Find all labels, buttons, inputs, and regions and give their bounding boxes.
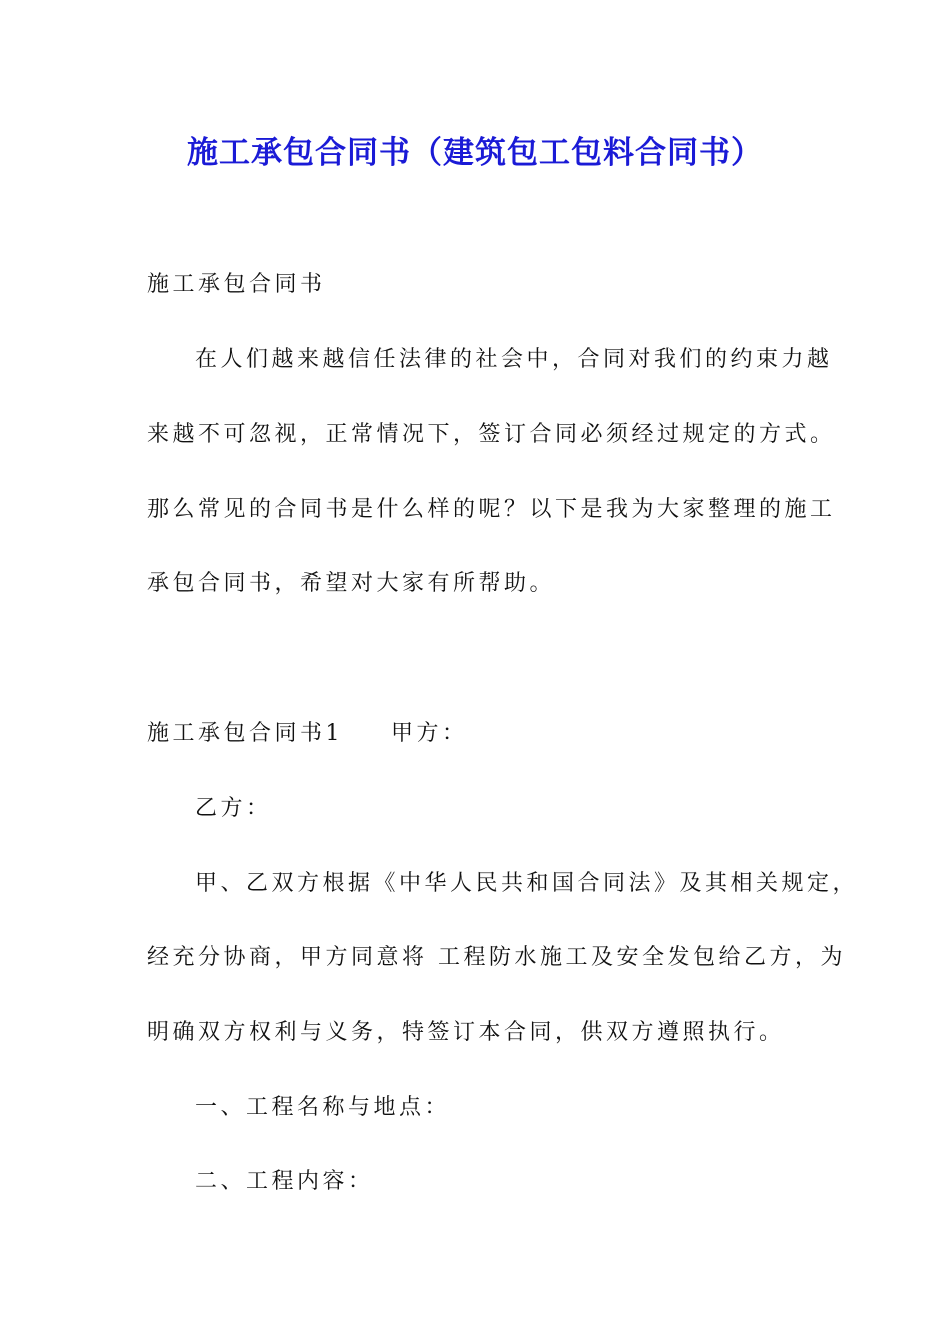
contract-heading: 施工承包合同书1	[147, 721, 343, 746]
section-subtitle: 施工承包合同书	[147, 272, 326, 297]
intro-line-3: 那么常见的合同书是什么样的呢？以下是我为大家整理的施工	[147, 497, 836, 522]
body-line-1: 甲、乙双方根据《中华人民共和国合同法》及其相关规定，	[195, 871, 859, 896]
document-title: 施工承包合同书（建筑包工包料合同书）	[187, 135, 763, 171]
clause-2: 二、工程内容：	[195, 1169, 374, 1194]
intro-line-2: 来越不可忽视，正常情况下，签订合同必须经过规定的方式。	[147, 422, 836, 447]
party-a-label: 甲方：	[391, 721, 468, 746]
intro-line-1: 在人们越来越信任法律的社会中，合同对我们的约束力越	[195, 347, 833, 372]
contract-heading-row	[147, 716, 468, 752]
intro-line-4: 承包合同书，希望对大家有所帮助。	[147, 571, 556, 596]
body-line-3: 明确双方权利与义务，特签订本合同，供双方遵照执行。	[147, 1020, 785, 1045]
clause-1: 一、工程名称与地点：	[195, 1095, 451, 1120]
body-line-2: 经充分协商，甲方同意将 工程防水施工及安全发包给乙方，为	[147, 945, 846, 970]
party-b-label: 乙方：	[195, 796, 272, 821]
